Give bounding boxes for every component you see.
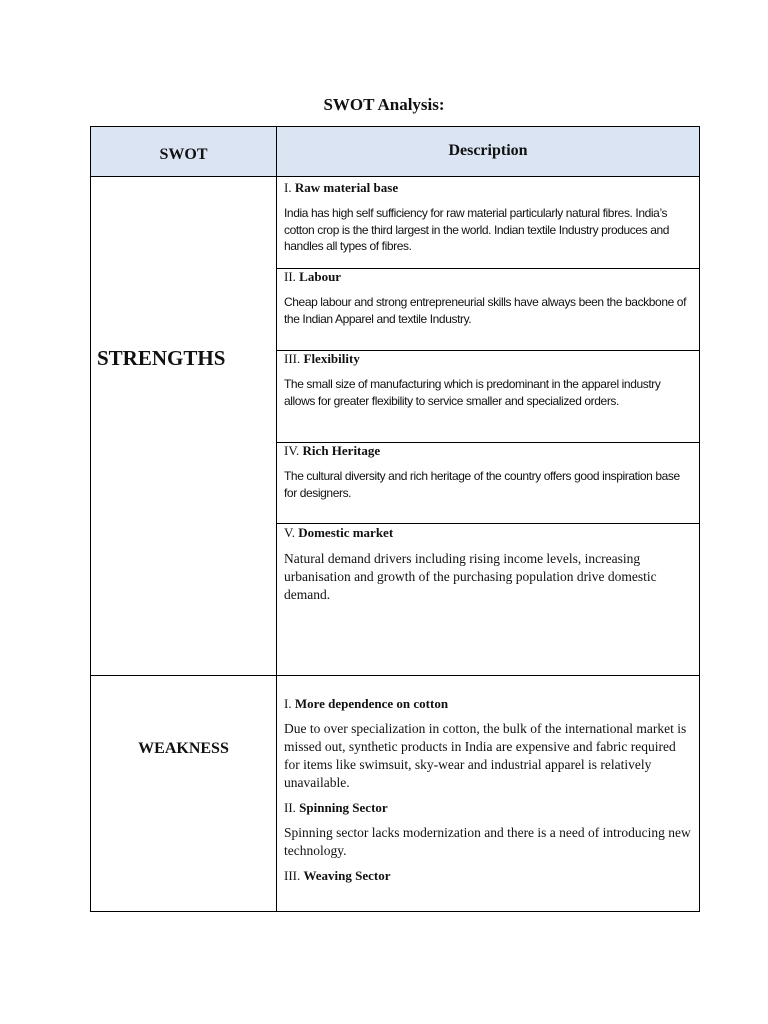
item-numeral: V. bbox=[284, 525, 295, 540]
item-heading: More dependence on cotton bbox=[294, 696, 449, 711]
swot-table bbox=[90, 126, 700, 912]
item-text: Due to over specialization in cotton, the bulk of the international market is missed out, synthetic products in India are expensive and fabric required for items like swimsuit, sky-wear and industrial apparel is relatively unavailable. bbox=[284, 721, 687, 790]
item-numeral: I. bbox=[284, 180, 292, 195]
item-numeral: II. bbox=[284, 269, 296, 284]
strength-item-domestic-market bbox=[277, 525, 699, 675]
item-heading: Weaving Sector bbox=[303, 868, 391, 883]
table-header-row bbox=[91, 127, 699, 177]
item-heading: Flexibility bbox=[303, 351, 360, 366]
item-text: Spinning sector lacks modernization and there is a need of introducing new technology. bbox=[284, 825, 691, 858]
item-heading: Rich Heritage bbox=[302, 443, 381, 458]
strengths-section bbox=[91, 177, 699, 676]
weakness-descriptions bbox=[277, 676, 699, 911]
strength-item-raw-material bbox=[277, 180, 699, 269]
item-text: India has high self sufficiency for raw material particularly natural fibres. India’s cotton crop is the third largest in the world. Indian textile Industry produces and handles all types of fibres. bbox=[284, 206, 670, 253]
strengths-label: STRENGTHS bbox=[97, 346, 226, 370]
item-heading: Domestic market bbox=[298, 525, 394, 540]
strength-item-flexibility bbox=[277, 351, 699, 443]
item-heading: Labour bbox=[299, 269, 342, 284]
item-text: The cultural diversity and rich heritage of the country offers good inspiration base for designers. bbox=[284, 469, 680, 500]
item-text: Cheap labour and strong entrepreneurial skills have always been the backbone of the Indian Apparel and textile Industry. bbox=[284, 295, 687, 326]
item-numeral: I. bbox=[284, 696, 292, 711]
weakness-section bbox=[91, 676, 699, 911]
item-numeral: III. bbox=[284, 868, 301, 883]
strength-item-rich-heritage bbox=[277, 443, 699, 524]
item-numeral: IV. bbox=[284, 443, 300, 458]
item-heading: Spinning Sector bbox=[299, 800, 388, 815]
header-description: Description bbox=[448, 141, 528, 159]
item-numeral: II. bbox=[284, 800, 296, 815]
strengths-descriptions bbox=[277, 177, 699, 675]
strengths-label-cell bbox=[91, 177, 277, 675]
item-heading: Raw material base bbox=[294, 180, 399, 195]
strength-item-labour bbox=[277, 269, 699, 351]
item-text: Natural demand drivers including rising income levels, increasing urbanisation and growth of the purchasing population drive domestic demand. bbox=[284, 551, 657, 602]
document-title: SWOT Analysis: bbox=[323, 95, 445, 114]
weakness-label: WEAKNESS bbox=[138, 740, 229, 757]
item-numeral: III. bbox=[284, 351, 301, 366]
item-text: The small size of manufacturing which is predominant in the apparel industry allows for greater flexibility to service smaller and specialized orders. bbox=[284, 377, 661, 408]
header-swot: SWOT bbox=[91, 127, 277, 176]
weakness-label-cell bbox=[91, 676, 277, 911]
